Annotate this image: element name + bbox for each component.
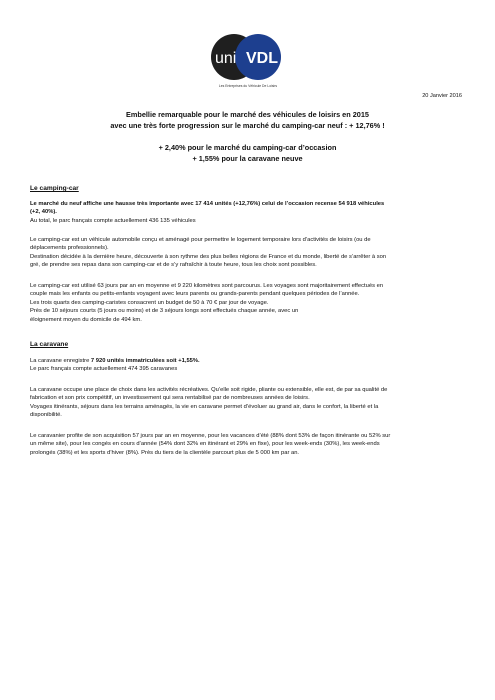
title-line-1: Embellie remarquable pour le marché des véhicules de loisirs en 2015 (126, 110, 369, 119)
caravane-paragraph-2 (30, 386, 467, 420)
camping-car-paragraph-1 (30, 217, 467, 225)
bold-figure: 7 920 unités immatriculées soit +1,55%. (90, 358, 200, 364)
text-line: Le marché du neuf affiche une hausse très importante avec 17 414 unités (+12,76%) celui de l’occasion recense 54 918 véhicules (30, 201, 385, 207)
section-heading-camping-car: Le camping-car (30, 185, 79, 192)
subtitle-line-2: + 1,55% pour la caravane neuve (192, 153, 303, 163)
text-line: (+2, 40%). (30, 209, 57, 216)
logo-text-right: VDL (246, 50, 278, 67)
logo-tagline: Les Entreprises du Véhicule De Loisirs (218, 84, 278, 88)
text-line: La caravane occupe une place de choix dans les activités récréatives. Qu’elle soit rigide, pliante ou extensible, elle est, de par sa qualité de (30, 387, 388, 393)
caravane-paragraph-1 (30, 357, 467, 374)
univdl-logo (193, 33, 301, 81)
text-line: Au total, le parc français compte actuellement 436 135 véhicules (30, 218, 196, 224)
text-line: gré, de prendre ses repas dans son camping-car et de s’y rafraîchir à toute heure, tous les choix sont possibles. (30, 262, 317, 269)
press-release-subtitle (30, 143, 465, 164)
subtitle-line-1: + 2,40% pour le marché du camping-car d’occasion (158, 143, 337, 152)
camping-car-paragraph-1-bold (30, 200, 467, 217)
document-date: 20 Janvier 2016 (422, 93, 462, 99)
camping-car-paragraph-3 (30, 282, 467, 324)
text-line: Le camping-car est un véhicule automobile conçu et aménagé pour permettre le logement temporaire lors d’activités de loisirs (ou de (30, 237, 371, 243)
text-line: Le parc français compte actuellement 474 395 caravanes (30, 366, 178, 373)
section-heading-caravane: La caravane (30, 341, 69, 348)
camping-car-paragraph-2 (30, 236, 467, 270)
text-line: prolongés (38%) et les sports d’hiver (8%). Près du tiers de la clientèle parcourt plus de 5 000 km par an. (30, 449, 300, 456)
text-line: disponibilité. (30, 412, 62, 419)
text-line: un même site), pour les congés en cours d’année (54% dont 32% en itinérant et 29% en fixe), pour les week-ends (30%), les week-ends (30, 441, 380, 448)
text-line: Le caravanier profite de son acquisition 57 jours par an en moyenne, pour les vacances d’été (88% dont 53% de façon itinérante ou 52% sur (30, 433, 391, 439)
text-line: couple mais les enfants ou petits-enfants voyagent avec leurs parents ou grands-parents pendant quelques périodes de l’année. (30, 291, 360, 298)
text-fragment: La caravane enregistre (30, 358, 91, 364)
caravane-paragraph-3 (30, 432, 467, 457)
text-line: Voyages itinérants, séjours dans les terrains aménagés, la vie en caravane permet d’évoluer au grand air, dans le confort, la liberté et la (30, 403, 379, 410)
press-release-title (30, 110, 465, 131)
text-line (30, 357, 467, 365)
text-line: déplacements professionnels). (30, 245, 109, 252)
title-line-2: avec une très forte progression sur le marché du camping-car neuf : + 12,76% ! (110, 120, 385, 130)
text-line: éloignement moyen du domicile de 494 km. (30, 316, 142, 323)
text-line: Destination décidée à la dernière heure, découverte à son rythme des plus belles régions de France et du monde, liberté de s’arrêter à son (30, 253, 387, 260)
text-line: fabrication et son prix compétitif, un investissement qui sera rentabilisé par de nombreuses années de loisirs. (30, 395, 310, 402)
logo-text-left: uni (215, 50, 237, 67)
text-line: Le camping-car est utilisé 63 jours par an en moyenne et 9 220 kilomètres sont parcourus. Les voyages sont majoritairement effectués en (30, 283, 384, 289)
text-line: Près de 10 séjours courts (5 jours ou moins) et de 3 séjours longs sont effectués chaque année, avec un (30, 308, 299, 315)
text-line: Les trois quarts des camping-caristes consacrent un budget de 50 à 70 € par jour de voyage. (30, 299, 269, 306)
